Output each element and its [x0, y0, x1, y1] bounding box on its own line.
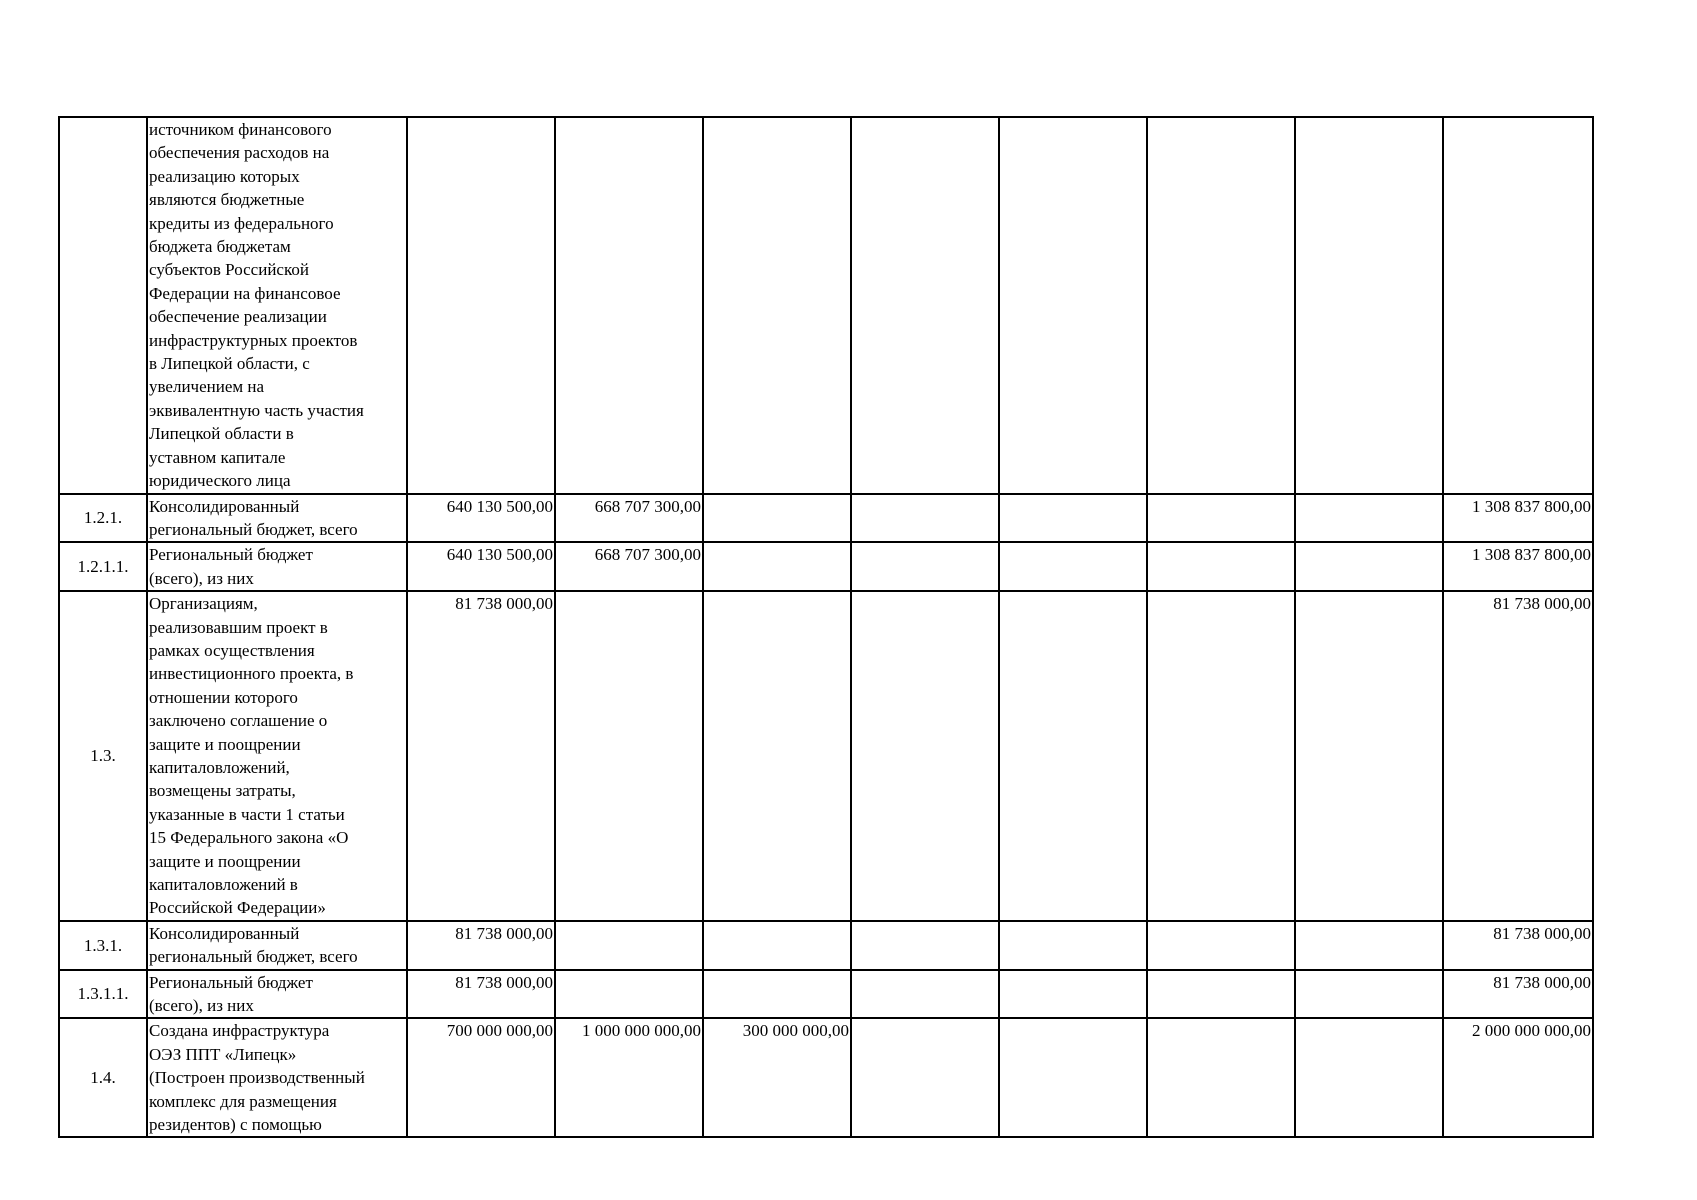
description-line: указанные в части 1 статьи [149, 804, 345, 824]
description-line: Федерации на финансовое [149, 283, 341, 303]
value-cell [555, 970, 703, 1019]
description-line: юридического лица [149, 471, 291, 491]
description-line: инфраструктурных проектов [149, 330, 358, 350]
value-cell [703, 117, 851, 494]
description-line: капиталовложений, [149, 757, 290, 777]
value-cell [1295, 494, 1443, 543]
value-cell: 1 308 837 800,00 [1443, 494, 1593, 543]
value-cell [703, 970, 851, 1019]
table-row [59, 591, 1593, 921]
value-cell [555, 117, 703, 494]
value-cell [703, 542, 851, 591]
value-cell: 81 738 000,00 [1443, 591, 1593, 921]
table-row [59, 117, 1593, 494]
row-code-cell: 1.2.1. [59, 494, 147, 543]
value-cell [1147, 542, 1295, 591]
description-line: (всего), из них [149, 568, 254, 588]
row-code-cell: 1.3.1.1. [59, 970, 147, 1019]
description-line: Организациям, [149, 594, 258, 614]
value-cell [851, 542, 999, 591]
description-line: (Построен производственный [149, 1068, 365, 1088]
value-cell [1295, 117, 1443, 494]
value-cell [555, 921, 703, 970]
row-description-cell [147, 494, 407, 543]
value-cell [1147, 970, 1295, 1019]
row-code-cell: 1.3. [59, 591, 147, 921]
value-cell [851, 494, 999, 543]
description-line: рамках осуществления [149, 640, 315, 660]
value-cell [703, 591, 851, 921]
description-line: кредиты из федерального [149, 213, 334, 233]
value-cell [851, 921, 999, 970]
value-cell [1295, 970, 1443, 1019]
value-cell [999, 494, 1147, 543]
description-line: инвестиционного проекта, в [149, 664, 354, 684]
value-cell: 668 707 300,00 [555, 494, 703, 543]
row-code-cell [59, 117, 147, 494]
value-cell [1295, 1018, 1443, 1137]
value-cell: 1 000 000 000,00 [555, 1018, 703, 1137]
budget-table [58, 116, 1594, 1138]
value-cell: 668 707 300,00 [555, 542, 703, 591]
table-row [59, 542, 1593, 591]
row-code-cell: 1.3.1. [59, 921, 147, 970]
value-cell [703, 494, 851, 543]
row-description-cell [147, 1018, 407, 1137]
table-row [59, 970, 1593, 1019]
table-row [59, 494, 1593, 543]
value-cell [555, 591, 703, 921]
description-line: являются бюджетные [149, 190, 305, 210]
value-cell [1147, 921, 1295, 970]
description-line: защите и поощрении [149, 851, 301, 871]
description-line: источником финансового [149, 120, 332, 139]
description-line: 15 Федерального закона «О [149, 828, 349, 848]
value-cell: 81 738 000,00 [407, 921, 555, 970]
value-cell [999, 591, 1147, 921]
description-line: резидентов) с помощью [149, 1115, 322, 1135]
value-cell: 2 000 000 000,00 [1443, 1018, 1593, 1137]
value-cell: 640 130 500,00 [407, 494, 555, 543]
description-line: (всего), из них [149, 996, 254, 1016]
value-cell: 1 308 837 800,00 [1443, 542, 1593, 591]
value-cell [1147, 117, 1295, 494]
description-line: обеспечения расходов на [149, 143, 330, 163]
row-description-cell [147, 542, 407, 591]
value-cell [1147, 591, 1295, 921]
value-cell: 640 130 500,00 [407, 542, 555, 591]
description-line: бюджета бюджетам [149, 237, 291, 257]
value-cell [1147, 1018, 1295, 1137]
value-cell [999, 921, 1147, 970]
value-cell [407, 117, 555, 494]
value-cell [703, 921, 851, 970]
description-line: увеличением на [149, 377, 265, 397]
description-line: уставном капитале [149, 447, 286, 467]
value-cell [1295, 921, 1443, 970]
value-cell: 81 738 000,00 [1443, 970, 1593, 1019]
table-body [59, 117, 1593, 1137]
description-line: Российской Федерации» [149, 898, 326, 918]
description-line: Консолидированный [149, 496, 300, 516]
description-line: региональный бюджет, всего [149, 947, 358, 967]
description-line: субъектов Российской [149, 260, 309, 280]
value-cell [851, 117, 999, 494]
value-cell [851, 970, 999, 1019]
row-description-cell [147, 591, 407, 921]
description-line: Региональный бюджет [149, 545, 313, 565]
value-cell [999, 970, 1147, 1019]
description-line: отношении которого [149, 687, 298, 707]
description-line: Липецкой области в [149, 424, 294, 444]
value-cell: 300 000 000,00 [703, 1018, 851, 1137]
value-cell [851, 591, 999, 921]
description-line: реализовавшим проект в [149, 617, 328, 637]
description-line: комплекс для размещения [149, 1091, 337, 1111]
value-cell [1295, 542, 1443, 591]
description-line: заключено соглашение о [149, 711, 328, 731]
value-cell: 81 738 000,00 [407, 970, 555, 1019]
value-cell [999, 1018, 1147, 1137]
description-line: реализацию которых [149, 166, 300, 186]
description-line: региональный бюджет, всего [149, 519, 358, 539]
table-row [59, 1018, 1593, 1137]
value-cell [1147, 494, 1295, 543]
description-line: обеспечение реализации [149, 307, 327, 327]
row-code-cell: 1.2.1.1. [59, 542, 147, 591]
value-cell [1443, 117, 1593, 494]
row-description-cell [147, 970, 407, 1019]
description-line: ОЭЗ ППТ «Липецк» [149, 1044, 297, 1064]
description-line: защите и поощрении [149, 734, 301, 754]
description-line: в Липецкой области, с [149, 354, 310, 374]
description-line: возмещены затраты, [149, 781, 296, 801]
description-line: Региональный бюджет [149, 972, 313, 992]
description-line: капиталовложений в [149, 875, 298, 894]
description-line: Создана инфраструктура [149, 1021, 330, 1041]
table-row [59, 921, 1593, 970]
value-cell: 700 000 000,00 [407, 1018, 555, 1137]
row-description-cell [147, 921, 407, 970]
value-cell [851, 1018, 999, 1137]
value-cell: 81 738 000,00 [407, 591, 555, 921]
value-cell: 81 738 000,00 [1443, 921, 1593, 970]
value-cell [999, 542, 1147, 591]
value-cell [1295, 591, 1443, 921]
row-description-cell [147, 117, 407, 494]
description-line: эквивалентную часть участия [149, 400, 364, 420]
row-code-cell: 1.4. [59, 1018, 147, 1137]
value-cell [999, 117, 1147, 494]
description-line: Консолидированный [149, 923, 300, 943]
